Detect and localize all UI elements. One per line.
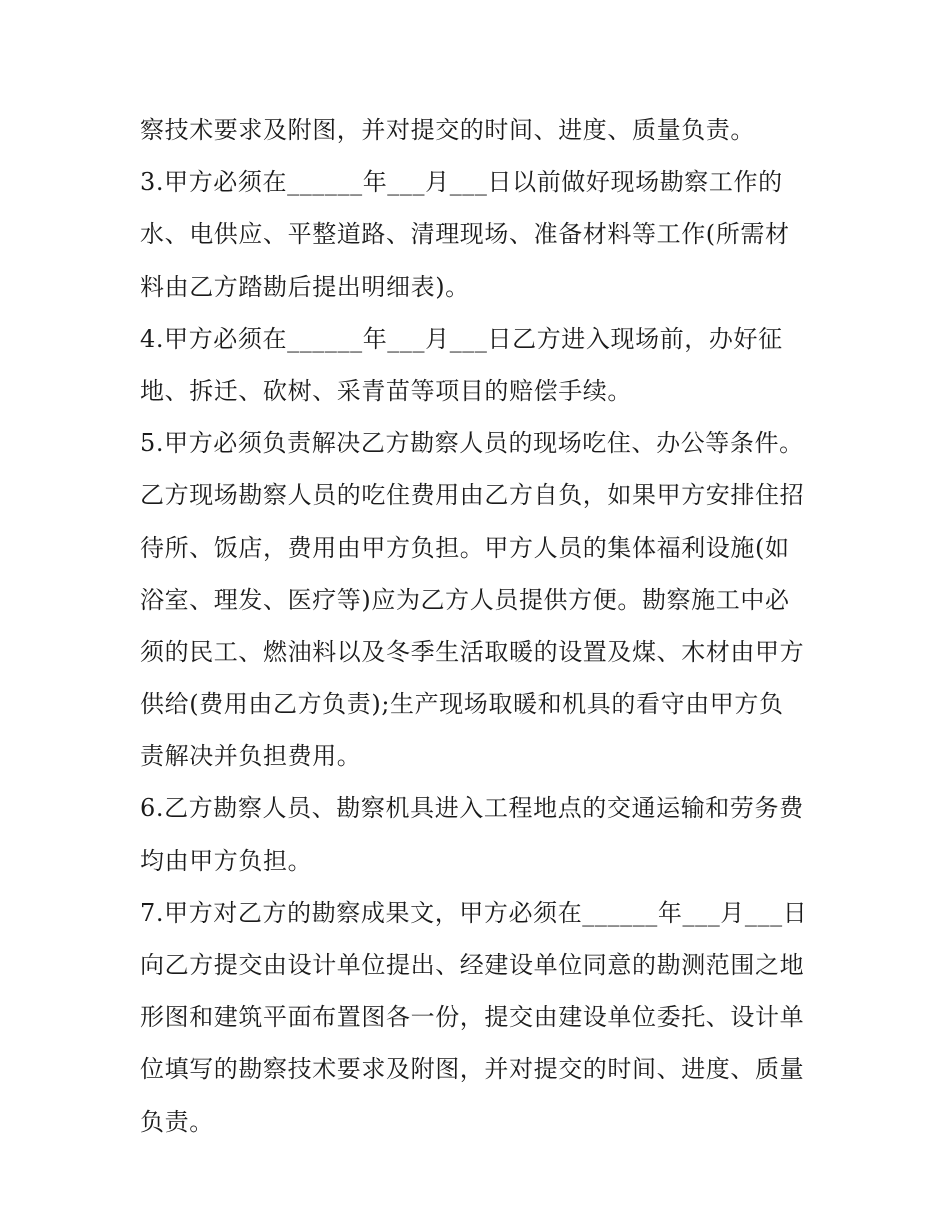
text-line: 5.甲方必须负责解决乙方勘察人员的现场吃住、办公等条件。 <box>140 429 804 458</box>
text-line: 位填写的勘察技术要求及附图，并对提交的时间、进度、质量 <box>140 1055 805 1084</box>
text-line: 4.甲方必须在______年___月___日乙方进入现场前，办好征 <box>140 324 783 353</box>
text-line: 乙方现场勘察人员的吃住费用由乙方自负，如果甲方安排住招 <box>140 481 805 510</box>
text-line: 供给(费用由乙方负责);生产现场取暖和机具的看守由甲方负 <box>140 690 784 719</box>
text-line: 地、拆迁、砍树、采青苗等项目的赔偿手续。 <box>140 376 632 405</box>
text-line: 察技术要求及附图，并对提交的时间、进度、质量负责。 <box>140 116 755 144</box>
text-line: 均由甲方负担。 <box>140 846 313 875</box>
text-line: 形图和建筑平面布置图各一份，提交由建设单位委托、设计单 <box>140 1003 805 1032</box>
text-line: 浴室、理发、医疗等)应为乙方人员提供方便。勘察施工中必 <box>140 585 790 614</box>
text-line: 7.甲方对乙方的勘察成果文，甲方必须在______年___月___日 <box>140 898 808 927</box>
text-line: 须的民工、燃油料以及冬季生活取暖的设置及煤、木材由甲方 <box>140 637 805 666</box>
text-line: 3.甲方必须在______年___月___日以前做好现场勘察工作的 <box>140 168 783 197</box>
text-line: 水、电供应、平整道路、清理现场、准备材料等工作(所需材 <box>140 220 790 249</box>
text-line: 待所、饭店，费用由甲方负担。甲方人员的集体福利设施(如 <box>140 533 790 562</box>
text-line: 6.乙方勘察人员、勘察机具进入工程地点的交通运输和劳务费 <box>140 794 804 823</box>
text-line: 责解决并负担费用。 <box>140 742 362 771</box>
document-body <box>140 104 820 1148</box>
text-line: 负责。 <box>140 1107 214 1136</box>
text-line: 料由乙方踏勘后提出明细表)。 <box>140 272 470 301</box>
text-line: 向乙方提交由设计单位提出、经建设单位同意的勘测范围之地 <box>140 951 805 979</box>
